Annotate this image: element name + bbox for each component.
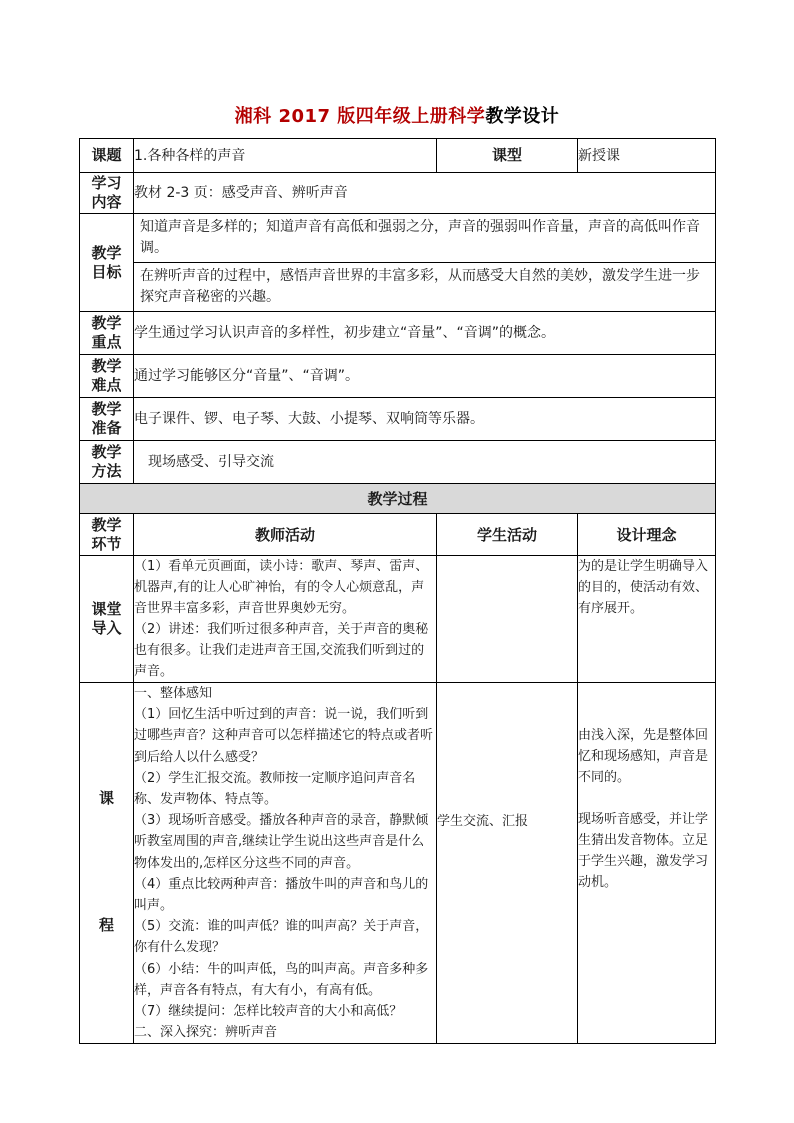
teacher-column-header: 教师活动 <box>134 514 437 556</box>
process-banner-row <box>80 484 716 514</box>
methods-label: 教学 方法 <box>80 441 134 484</box>
difficulties-label: 教学 难点 <box>80 355 134 398</box>
process-header-row <box>80 514 716 556</box>
lesson-design-concept <box>578 683 716 1044</box>
title-black-part: 教学设计 <box>485 106 560 127</box>
methods-value: 现场感受、引导交流 <box>134 441 716 484</box>
title-red-part: 湘科 2017 版四年级上册科学 <box>234 106 486 127</box>
lesson-concept-part-1: 由浅入深，先是整体回忆和现场感知，声音是不同的。 <box>578 728 709 785</box>
document-title <box>0 104 794 130</box>
intro-design-concept: 为的是让学生明确导入的目的，使活动有效、有序展开。 <box>578 556 716 683</box>
lesson-stage-label <box>80 683 134 1044</box>
intro-stage-label: 课堂 导入 <box>80 556 134 683</box>
preparation-value: 电子课件、锣、电子琴、大鼓、小提琴、双响筒等乐器。 <box>134 398 716 441</box>
topic-label: 课题 <box>80 139 134 173</box>
lesson-plan-table <box>79 138 716 1044</box>
intro-teacher-activity: （1）看单元页画面，读小诗：歌声、琴声、雷声、机器声,有的让人心旷神怡，有的令人心烦意乱，声音世界丰富多彩，声音世界奥妙无穷。 （2）讲述：我们听过很多种声音，关于声音的奥秘也有很多。让我们走进声音王国,交流我们听到过的声音。 <box>134 556 437 683</box>
difficulties-row <box>80 355 716 398</box>
topic-row <box>80 139 716 173</box>
stage-column-header: 教学 环节 <box>80 514 134 556</box>
preparation-row <box>80 398 716 441</box>
methods-row <box>80 441 716 484</box>
lesson-student-activity: 学生交流、汇报 <box>437 683 578 1044</box>
topic-value: 1.各种各样的声音 <box>134 139 437 173</box>
objectives-cell <box>134 214 716 312</box>
type-value: 新授课 <box>578 139 716 173</box>
preparation-label: 教学 准备 <box>80 398 134 441</box>
student-column-header: 学生活动 <box>437 514 578 556</box>
lesson-teacher-activity: 一、整体感知 （1）回忆生活中听过到的声音：说一说，我们听到过哪些声音？这种声音可以怎样描述它的特点或者听到后给人以什么感受？ （2）学生汇报交流。教师按一定顺序追问声音名称、发声物体、特点等。 （3）现场听音感受。播放各种声音的录音，静默倾听教室周围的声音,继续让学生说出这些声音是什么物体发出的,怎样区分这些不同的声音。 （4）重点比较两种声音：播放牛叫的声音和鸟儿的叫声。 （5）交流：谁的叫声低？谁的叫声高？关于声音，你有什么发现？ （6）小结：牛的叫声低，鸟的叫声高。声音多种多样，声音各有特点，有大有小，有高有低。 （7）继续提问：怎样比较声音的大小和高低？ 二、深入探究：辨听声音 <box>134 683 437 1044</box>
type-label: 课型 <box>437 139 578 173</box>
objective-item: 知道声音是多样的；知道声音有高低和强弱之分，声音的强弱叫作音量，声音的高低叫作音调。 <box>140 219 700 256</box>
objectives-label: 教学 目标 <box>80 214 134 312</box>
intro-student-activity <box>437 556 578 683</box>
intro-row <box>80 556 716 683</box>
process-banner: 教学过程 <box>80 484 716 514</box>
content-row <box>80 173 716 214</box>
content-label: 学习 内容 <box>80 173 134 214</box>
objective-item: 在辨听声音的过程中，感悟声音世界的丰富多彩，从而感受大自然的美妙，激发学生进一步探究声音秘密的兴趣。 <box>134 262 715 311</box>
lesson-concept-part-2: 现场听音感受，并让学生猜出发音物体。立足于学生兴趣，激发学习动机。 <box>578 812 709 890</box>
concept-column-header: 设计理念 <box>578 514 716 556</box>
key-points-label: 教学 重点 <box>80 312 134 355</box>
lesson-stage-char-2: 程 <box>98 916 114 934</box>
key-points-row <box>80 312 716 355</box>
key-points-value: 学生通过学习认识声音的多样性，初步建立“音量”、“音调”的概念。 <box>134 312 716 355</box>
lesson-row <box>80 683 716 1044</box>
lesson-stage-char-1: 课 <box>98 789 114 807</box>
content-value: 教材 2-3 页：感受声音、辨听声音 <box>134 173 716 214</box>
objectives-row <box>80 214 716 312</box>
difficulties-value: 通过学习能够区分“音量”、“音调”。 <box>134 355 716 398</box>
